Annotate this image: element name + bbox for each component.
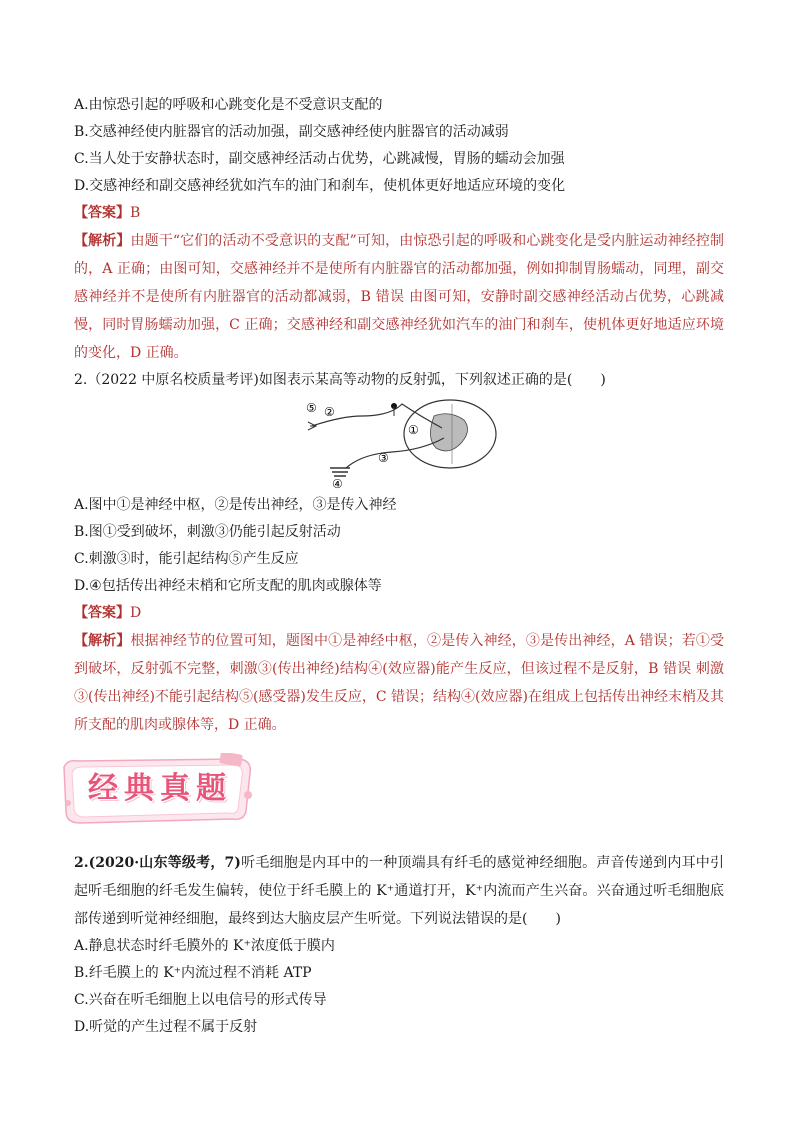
q2-options bbox=[74, 492, 724, 600]
q3-option-a: A.静息状态时纤毛膜外的 K⁺浓度低于膜内 bbox=[74, 938, 335, 954]
q3-source: 2.(2020·山东等级考，7) bbox=[74, 855, 241, 871]
label-5: ⑤ bbox=[306, 401, 317, 415]
document-page bbox=[74, 92, 724, 1041]
section-title: 经典真题 bbox=[88, 771, 232, 806]
q1-analysis-text: 由题干“它们的活动不受意识的支配”可知，由惊恐引起的呼吸和心跳变化是受内脏运动神经控制的，A 正确；由图可知，交感神经并不是使所有内脏器官的活动都加强，例如抑制胃肠蠕动，同理，副交感神经并不是使所有内脏器官的活动都减弱，B 错误 由图可知，安静时副交感神经活动占优势，心跳减慢，同时胃肠蠕动加强，C 正确；交感神经和副交感神经犹如汽车的油门和刹车，使机体更好地适应环境的变化，D 正确。 bbox=[74, 233, 725, 361]
q3-options bbox=[74, 933, 724, 1041]
q1-option-c: C.当人处于安静状态时，副交感神经活动占优势，心跳减慢，胃肠的蠕动会加强 bbox=[74, 151, 565, 167]
reflex-arc-figure bbox=[74, 394, 724, 492]
q3-option-d: D.听觉的产生过程不属于反射 bbox=[74, 1019, 258, 1035]
label-1: ① bbox=[408, 423, 419, 437]
q1-option-b: B.交感神经使内脏器官的活动加强，副交感神经使内脏器官的活动减弱 bbox=[74, 124, 509, 140]
q2-analysis-tag: 【解析】 bbox=[74, 633, 131, 649]
q3-stem bbox=[74, 849, 724, 933]
q1-option-a: A.由惊恐引起的呼吸和心跳变化是不受意识支配的 bbox=[74, 97, 383, 113]
label-4: ④ bbox=[332, 477, 343, 490]
effector bbox=[330, 468, 350, 476]
label-3: ③ bbox=[378, 451, 389, 465]
q2-option-c: C.刺激③时，能引起结构⑤产生反应 bbox=[74, 551, 299, 567]
q2-option-b: B.图①受到破坏，刺激③仍能引起反射活动 bbox=[74, 524, 341, 540]
q1-answer-value: B bbox=[130, 205, 141, 221]
q3-option-b: B.纤毛膜上的 K⁺内流过程不消耗 ATP bbox=[74, 965, 312, 981]
efferent-nerve bbox=[346, 438, 444, 468]
receptor bbox=[308, 422, 316, 430]
q2-option-a: A.图中①是神经中枢，②是传出神经，③是传入神经 bbox=[74, 497, 397, 513]
q1-analysis-tag: 【解析】 bbox=[74, 233, 131, 249]
q1-answer bbox=[74, 200, 724, 227]
q2-answer-value: D bbox=[130, 605, 142, 621]
q2-analysis bbox=[74, 627, 724, 739]
label-2: ② bbox=[324, 405, 335, 419]
q2-answer bbox=[74, 600, 724, 627]
q3-option-c: C.兴奋在听毛细胞上以电信号的形式传导 bbox=[74, 992, 327, 1008]
section-banner bbox=[60, 753, 724, 831]
q1-answer-tag: 【答案】 bbox=[74, 205, 130, 221]
q2-stem: 2.（2022 中原名校质量考评)如图表示某高等动物的反射弧，下列叙述正确的是( ) bbox=[74, 372, 606, 388]
q2-analysis-text: 根据神经节的位置可知，题图中①是神经中枢，②是传入神经，③是传出神经，A 错误；若①受到破坏，反射弧不完整，刺激③(传出神经)结构④(效应器)能产生反应，但该过程不是反射，B 错误 刺激③(传出神经)不能引起结构⑤(感受器)发生反应，C 错误；结构④(效应器)在组成上包括传出神经末梢及其所支配的肌肉或腺体等，D 正确。 bbox=[74, 633, 724, 733]
reflex-arc-diagram bbox=[302, 394, 502, 490]
q1-analysis bbox=[74, 227, 724, 367]
q2-answer-tag: 【答案】 bbox=[74, 605, 130, 621]
gray-matter bbox=[430, 414, 467, 451]
q2-option-d: D.④包括传出神经末梢和它所支配的肌肉或腺体等 bbox=[74, 578, 382, 594]
q1-option-d: D.交感神经和副交感神经犹如汽车的油门和刹车，使机体更好地适应环境的变化 bbox=[74, 178, 566, 194]
q3-stem-text: 听毛细胞是内耳中的一种顶端具有纤毛的感觉神经细胞。声音传递到内耳中引起听毛细胞的纤毛发生偏转，使位于纤毛膜上的 K⁺通道打开，K⁺内流而产生兴奋。兴奋通过听毛细胞底部传递到听觉神经细胞，最终到达大脑皮层产生听觉。下列说法错误的是( ) bbox=[74, 855, 724, 927]
q1-options bbox=[74, 92, 724, 200]
